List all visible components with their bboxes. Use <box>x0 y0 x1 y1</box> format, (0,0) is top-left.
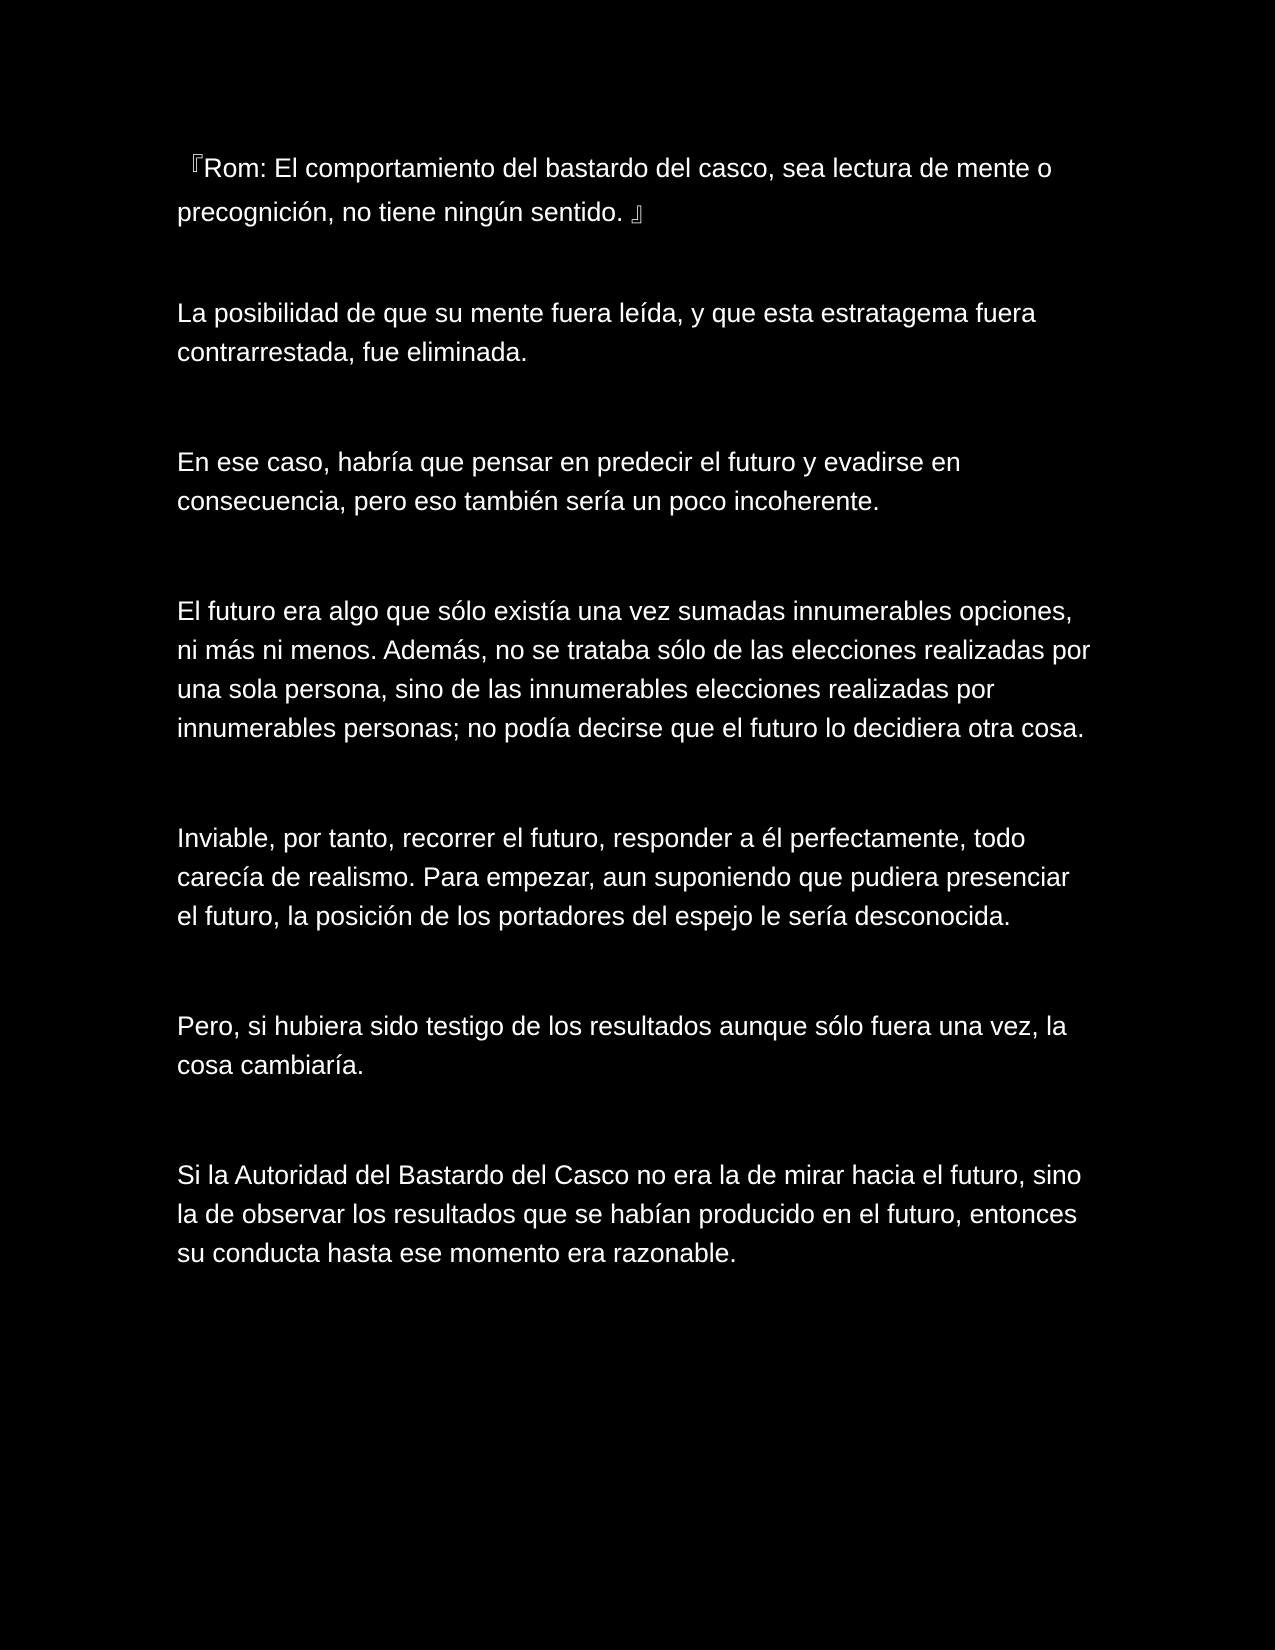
document-body <box>177 146 1097 1344</box>
paragraph: Inviable, por tanto, recorrer el futuro, responder a él perfectamente, todo carecía de realismo. Para empezar, aun suponiendo que pudiera presenciar el futuro, la posición de los portadores del espejo le sería desconocida. <box>177 823 1070 931</box>
paragraph: La posibilidad de que su mente fuera leída, y que esta estratagema fuera contrarrestada, fue eliminada. <box>177 298 1036 367</box>
paragraph: Pero, si hubiera sido testigo de los resultados aunque sólo fuera una vez, la cosa cambiaría. <box>177 1011 1067 1080</box>
paragraph: Si la Autoridad del Bastardo del Casco no era la de mirar hacia el futuro, sino la de observar los resultados que se habían producido en el futuro, entonces su conducta hasta ese momento era razonable. <box>177 1160 1082 1268</box>
paragraph: En ese caso, habría que pensar en predecir el futuro y evadirse en consecuencia, pero eso también sería un poco incoherente. <box>177 447 961 516</box>
paragraph-dialogue: 『Rom: El comportamiento del bastardo del casco, sea lectura de mente o precognición, no tiene ningún sentido. 』 <box>177 153 1052 227</box>
paragraph: El futuro era algo que sólo existía una vez sumadas innumerables opciones, ni más ni menos. Además, no se trataba sólo de las elecciones realizadas por una sola persona, sino de las innumerables elecciones realizadas por innumerables personas; no podía decirse que el futuro lo decidiera otra cosa. <box>177 596 1091 743</box>
